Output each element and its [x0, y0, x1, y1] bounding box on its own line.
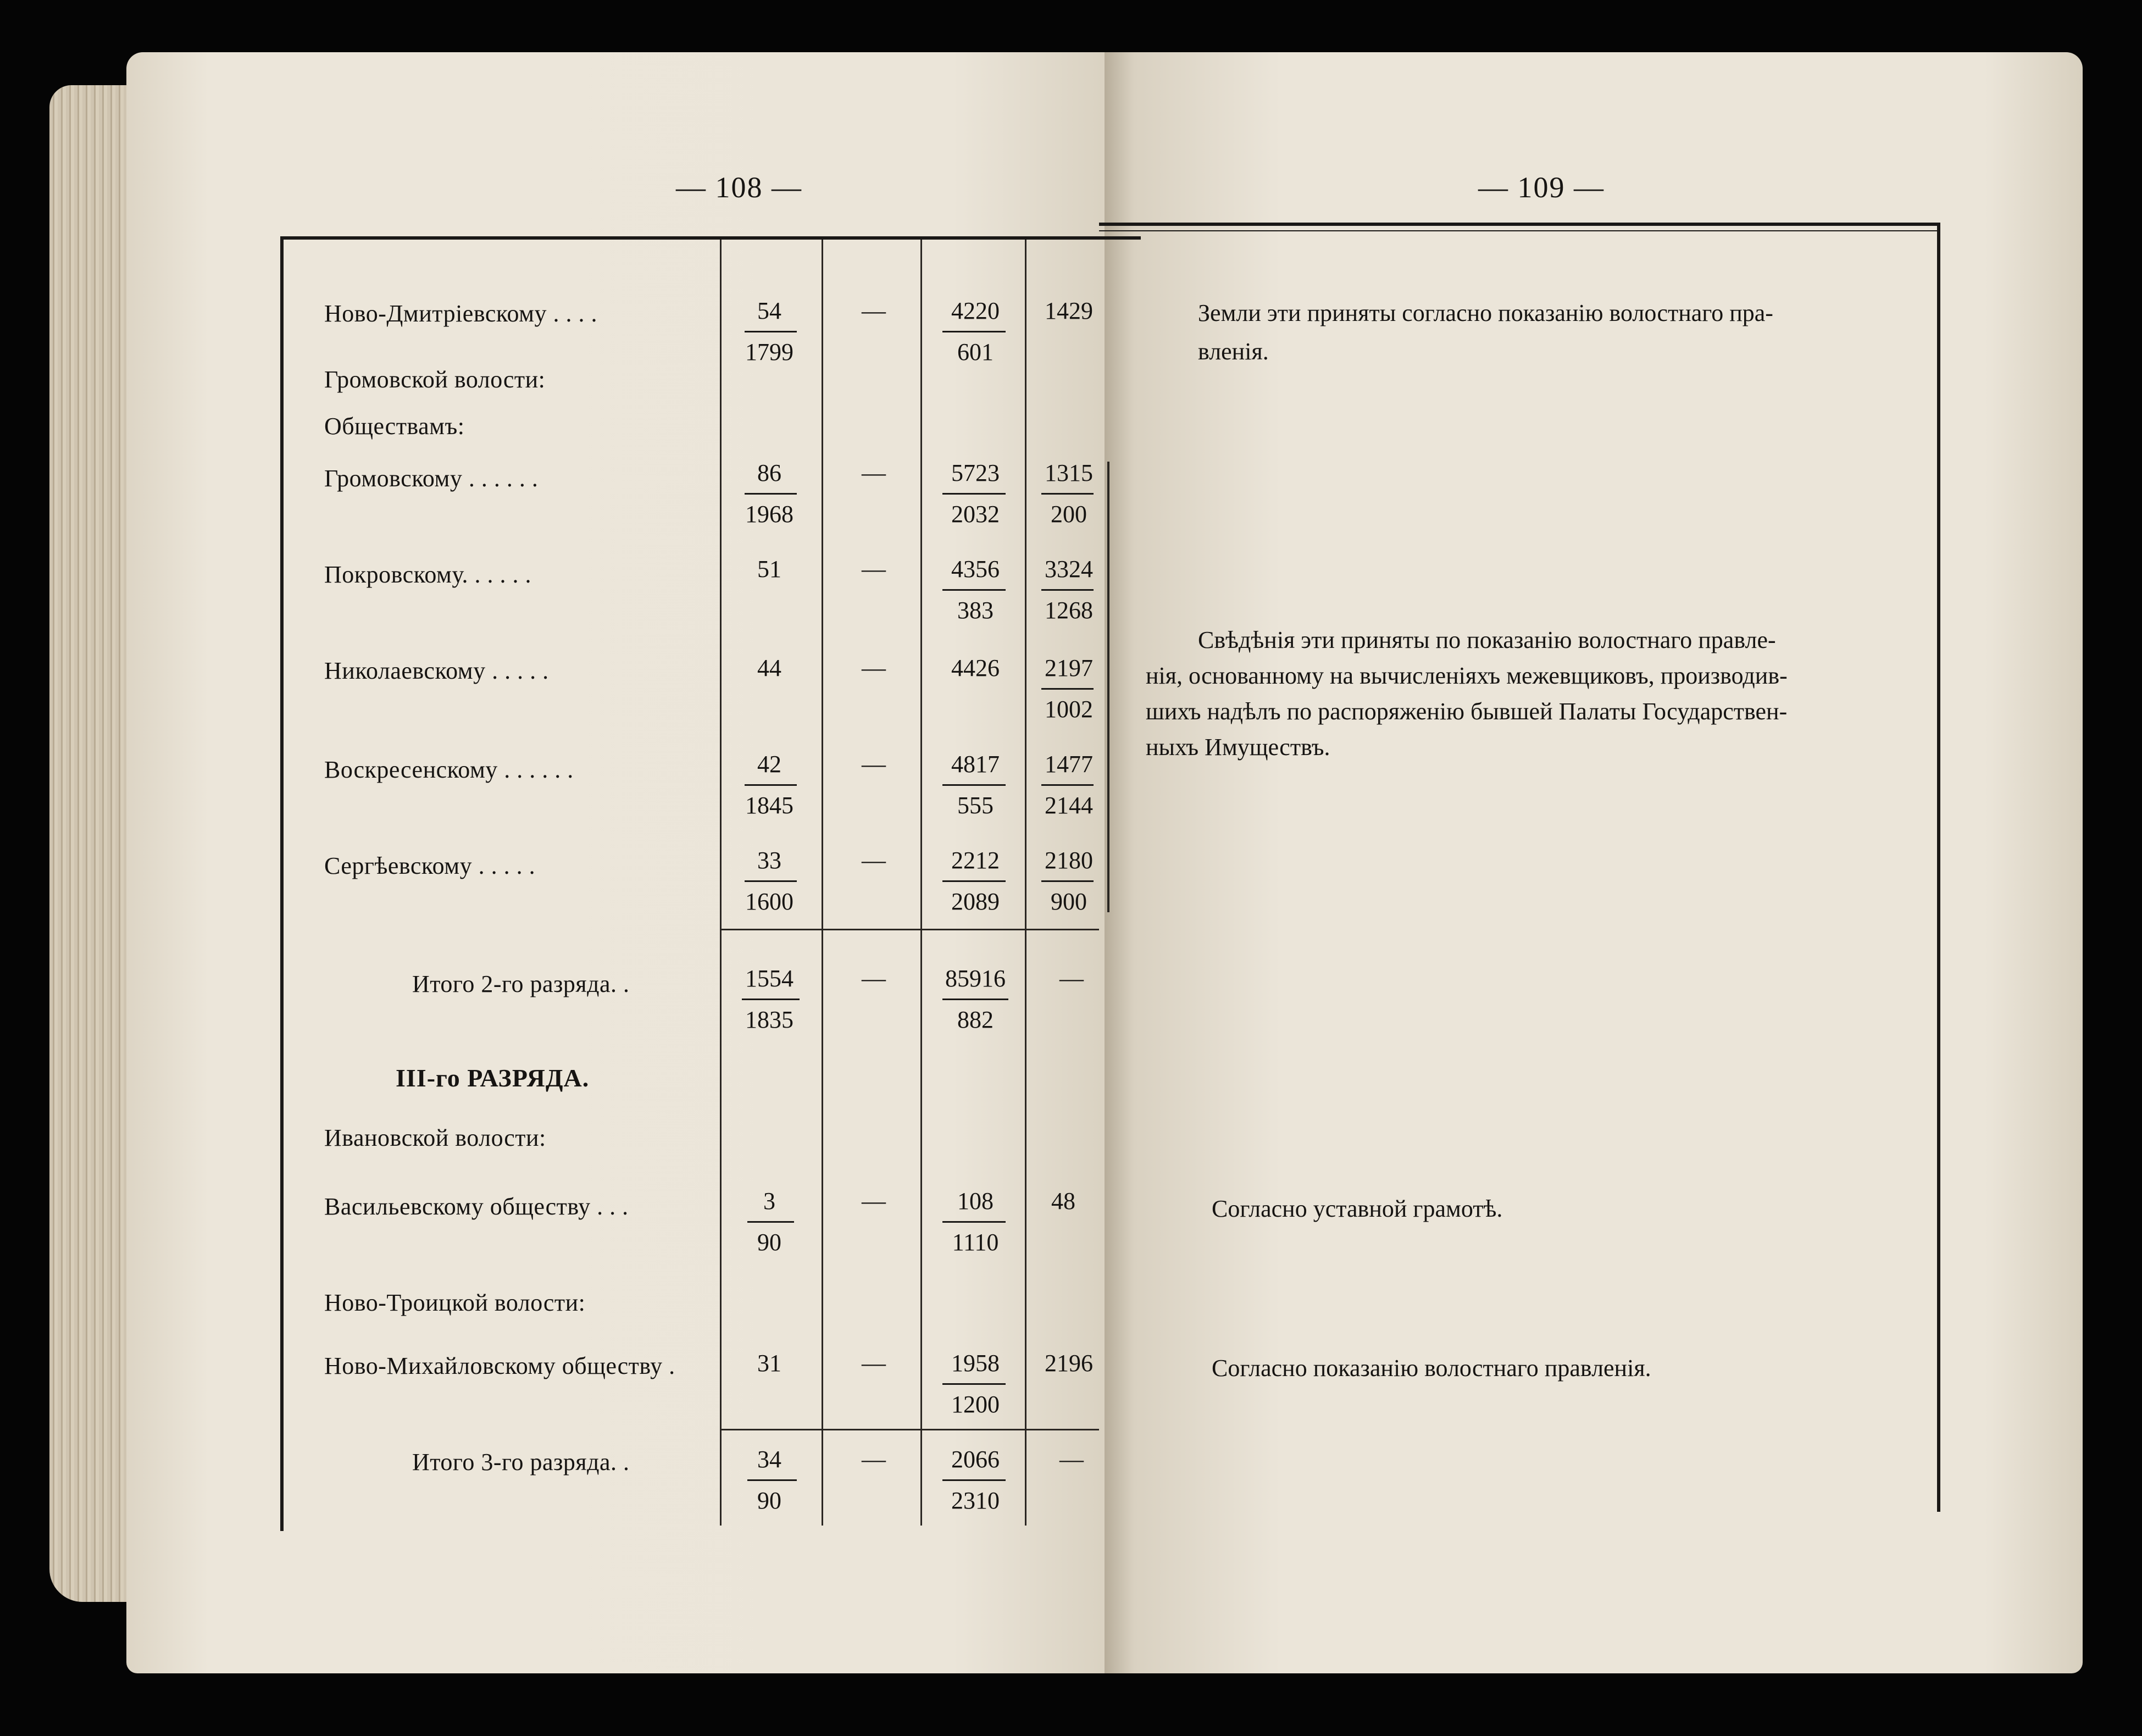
cell-dash: —: [862, 655, 886, 681]
cell-value: 5723: [951, 459, 1000, 486]
cell-value: 4356: [951, 556, 1000, 583]
cell-value: 1835: [745, 1006, 793, 1033]
cell-value: 54: [757, 297, 781, 324]
column-divider: [920, 240, 922, 1526]
cell-value: 48: [1051, 1188, 1075, 1214]
page-number-right: — 109 —: [1478, 171, 1605, 204]
fraction-line: [745, 331, 797, 332]
fraction-line: [942, 331, 1006, 332]
cell-value: 1799: [745, 339, 793, 365]
fraction-line: [1041, 784, 1094, 786]
fraction-line: [745, 880, 797, 882]
cell-value: 1110: [952, 1229, 999, 1256]
cell-value: 200: [1051, 501, 1087, 528]
cell-value: 4426: [951, 655, 1000, 681]
total-separator: [720, 929, 1099, 930]
cell-dash: —: [862, 556, 886, 583]
cell-value: 1002: [1045, 696, 1093, 723]
cell-value: 601: [957, 339, 994, 365]
cell-value: 4817: [951, 751, 1000, 778]
note-text: Согласно уставной грамотѣ.: [1212, 1195, 1503, 1222]
total-separator: [720, 1429, 1099, 1430]
cell-value: 383: [957, 597, 994, 624]
cell-value: 2066: [951, 1446, 1000, 1473]
cell-value: 90: [757, 1487, 781, 1514]
fraction-line: [742, 999, 800, 1000]
cell-dash: —: [862, 751, 886, 778]
cell-value: 86: [757, 459, 781, 486]
cell-value: 900: [1051, 888, 1087, 915]
cell-value: 2032: [951, 501, 1000, 528]
fraction-line: [942, 1221, 1006, 1223]
section-heading: Ивановской волости:: [324, 1124, 546, 1151]
total-label: Итого 3-го разряда. .: [412, 1449, 630, 1476]
fraction-line: [942, 880, 1006, 882]
column-divider: [1107, 462, 1109, 912]
section-title: III-го РАЗРЯДА.: [396, 1064, 590, 1092]
row-label: Воскресенскому . . . . . .: [324, 756, 574, 783]
cell-value: 555: [957, 792, 994, 819]
page-number-left: — 108 —: [676, 171, 802, 204]
row-label: Николаевскому . . . . .: [324, 657, 549, 684]
cell-value: 1200: [951, 1391, 1000, 1418]
row-label: Ново-Михайловскому обществу .: [324, 1352, 675, 1379]
cell-value: 44: [757, 655, 781, 681]
cell-dash: —: [862, 965, 886, 992]
cell-value: 51: [757, 556, 781, 583]
cell-value: 2180: [1045, 847, 1093, 874]
fraction-line: [942, 784, 1006, 786]
cell-dash: —: [862, 1188, 886, 1214]
cell-value: 2144: [1045, 792, 1093, 819]
row-label: Ново-Дмитріевскому . . . .: [324, 300, 598, 327]
cell-value: 31: [757, 1350, 781, 1377]
section-heading: Обществамъ:: [324, 413, 465, 440]
cell-value: 3: [763, 1188, 775, 1214]
note-text: Согласно показанію волостнаго правленія.: [1212, 1355, 1651, 1382]
fraction-line: [745, 493, 797, 495]
total-label: Итого 2-го разряда. .: [412, 970, 630, 997]
cell-value: 3324: [1045, 556, 1093, 583]
cell-value: 4220: [951, 297, 1000, 324]
row-label: Васильевскому обществу . . .: [324, 1193, 629, 1220]
fraction-line: [942, 999, 1008, 1000]
section-heading: Громовской волости:: [324, 366, 546, 393]
note-text: Земли эти приняты согласно показанію волостнаго пра-: [1198, 299, 1773, 326]
table-frame-right: [1099, 223, 1940, 1512]
cell-value: 34: [757, 1446, 781, 1473]
cell-value: 42: [757, 751, 781, 778]
row-label: Сергѣевскому . . . . .: [324, 852, 536, 879]
fraction-line: [942, 493, 1006, 495]
fraction-line: [942, 589, 1006, 591]
cell-value: 2197: [1045, 655, 1093, 681]
fraction-line: [1041, 880, 1094, 882]
cell-dash: —: [1059, 1446, 1084, 1473]
fraction-line: [747, 1479, 797, 1481]
cell-dash: —: [862, 297, 886, 324]
cell-value: 2089: [951, 888, 1000, 915]
cell-dash: —: [862, 847, 886, 874]
cell-value: 1429: [1045, 297, 1093, 324]
cell-value: 1845: [745, 792, 793, 819]
cell-value: 1268: [1045, 597, 1093, 624]
note-text: ныхъ Имуществъ.: [1146, 734, 1330, 761]
fraction-line: [1041, 589, 1094, 591]
cell-dash: —: [862, 459, 886, 486]
cell-value: 882: [957, 1006, 994, 1033]
fraction-line: [1041, 493, 1094, 495]
note-text: вленія.: [1198, 338, 1269, 365]
row-label: Покровскому. . . . . .: [324, 561, 531, 588]
fraction-line: [745, 784, 797, 786]
fraction-line: [747, 1221, 794, 1223]
cell-value: 1477: [1045, 751, 1093, 778]
cell-dash: —: [1059, 965, 1084, 992]
column-divider: [822, 240, 823, 1526]
row-label: Громовскому . . . . . .: [324, 465, 539, 492]
cell-value: 1315: [1045, 459, 1093, 486]
fraction-line: [1041, 688, 1094, 690]
cell-value: 1968: [745, 501, 793, 528]
cell-value: 90: [757, 1229, 781, 1256]
cell-value: 1958: [951, 1350, 1000, 1377]
column-divider: [1025, 240, 1026, 1526]
fraction-line: [942, 1383, 1006, 1385]
note-text: шихъ надѣлъ по распоряженію бывшей Палаты Государствен-: [1146, 698, 1788, 725]
section-heading: Ново-Троицкой волости:: [324, 1289, 586, 1316]
cell-value: 2310: [951, 1487, 1000, 1514]
cell-dash: —: [862, 1350, 886, 1377]
cell-value: 1600: [745, 888, 793, 915]
column-divider: [720, 240, 722, 1526]
cell-value: 108: [957, 1188, 994, 1214]
cell-dash: —: [862, 1446, 886, 1473]
fraction-line: [942, 1479, 1006, 1481]
note-text: нія, основанному на вычисленіяхъ межевщиковъ, производив-: [1146, 662, 1788, 689]
cell-value: 33: [757, 847, 781, 874]
cell-value: 2196: [1045, 1350, 1093, 1377]
cell-value: 85916: [945, 965, 1006, 992]
cell-value: 1554: [745, 965, 793, 992]
cell-value: 2212: [951, 847, 1000, 874]
note-text: Свѣдѣнія эти приняты по показанію волостнаго правле-: [1198, 626, 1776, 653]
